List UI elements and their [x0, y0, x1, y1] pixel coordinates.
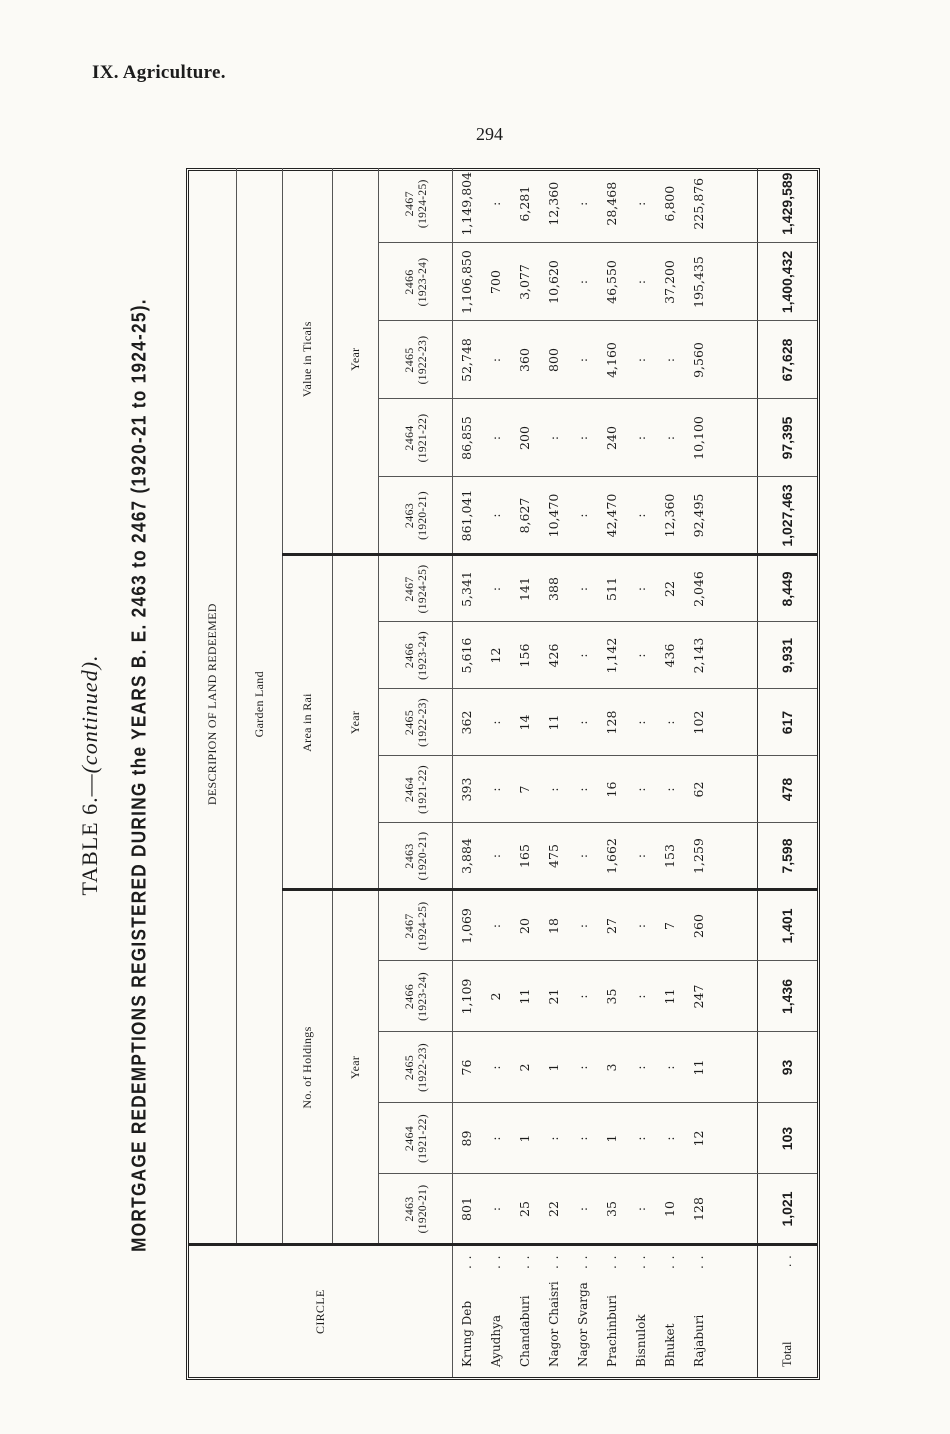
- area-cell: 388: [539, 555, 568, 622]
- holdings-cell: :: [568, 1174, 597, 1245]
- holdings-cell: 801: [452, 1174, 481, 1245]
- holdings-cell: 1,436: [757, 961, 817, 1032]
- value-cell: 6,281: [510, 168, 539, 243]
- area-cell: 62: [684, 756, 713, 823]
- value-cell: 97,395: [757, 399, 817, 477]
- area-cell: 11: [539, 689, 568, 756]
- holdings-cell: 12: [684, 1103, 713, 1174]
- year-header: 2464 (1921-22): [378, 756, 452, 823]
- circle-name: Total: [779, 1341, 794, 1367]
- table-title: [60, 175, 200, 1375]
- holdings-cell: 128: [684, 1174, 713, 1245]
- table-row: [539, 168, 568, 1377]
- leader-dots: . .: [488, 1254, 503, 1269]
- area-cell: 153: [655, 823, 684, 890]
- spacer-cell: [713, 622, 757, 689]
- holdings-cell: 3: [597, 1032, 626, 1103]
- area-cell: 2,143: [684, 622, 713, 689]
- area-cell: 156: [510, 622, 539, 689]
- area-cell: 141: [510, 555, 539, 622]
- value-cell: 195,435: [684, 243, 713, 321]
- area-cell: :: [626, 689, 655, 756]
- holdings-cell: 1: [539, 1032, 568, 1103]
- holdings-cell: 76: [452, 1032, 481, 1103]
- spacer-cell: [713, 756, 757, 823]
- circle-cell: [684, 1245, 713, 1377]
- holdings-cell: :: [655, 1032, 684, 1103]
- area-cell: :: [481, 756, 510, 823]
- value-cell: :: [481, 168, 510, 243]
- holdings-cell: 2: [481, 961, 510, 1032]
- value-cell: :: [568, 477, 597, 555]
- holdings-cell: :: [539, 1103, 568, 1174]
- section-heading: IX. Agriculture.: [92, 62, 226, 83]
- value-cell: 28,468: [597, 168, 626, 243]
- table-number: [77, 654, 103, 895]
- table-caption: MORTGAGE REDEMPTIONS REGISTERED DURING the YEARS B. E. 2463 to 2467 (1920-21 to 1924-25).: [128, 298, 151, 1252]
- year-header: 2465 (1922-23): [378, 689, 452, 756]
- circle-name: Nagor Svarga: [575, 1282, 590, 1367]
- value-cell: :: [481, 321, 510, 399]
- value-cell: :: [655, 321, 684, 399]
- holdings-cell: 27: [597, 890, 626, 961]
- spacer-cell: [713, 1174, 757, 1245]
- holdings-cell: :: [626, 1032, 655, 1103]
- area-cell: :: [481, 555, 510, 622]
- holdings-cell: :: [626, 961, 655, 1032]
- value-cell: 37,200: [655, 243, 684, 321]
- leader-dots: . .: [517, 1254, 532, 1269]
- leader-dots: . .: [459, 1254, 474, 1269]
- spacer-cell: [713, 890, 757, 961]
- holdings-cell: 89: [452, 1103, 481, 1174]
- area-cell: 511: [597, 555, 626, 622]
- area-cell: :: [655, 756, 684, 823]
- value-cell: 800: [539, 321, 568, 399]
- value-cell: :: [626, 243, 655, 321]
- holdings-cell: 7: [655, 890, 684, 961]
- holdings-cell: :: [626, 890, 655, 961]
- year-header: 2466 (1923-24): [378, 622, 452, 689]
- value-year-label: Year: [332, 168, 378, 555]
- holdings-cell: :: [481, 1103, 510, 1174]
- value-cell: 1,400,432: [757, 243, 817, 321]
- year-header: 2466 (1923-24): [378, 961, 452, 1032]
- value-cell: :: [568, 168, 597, 243]
- area-cell: :: [539, 756, 568, 823]
- spacer-cell: [713, 399, 757, 477]
- area-cell: :: [626, 823, 655, 890]
- area-cell: :: [481, 689, 510, 756]
- value-cell: :: [481, 399, 510, 477]
- circle-cell: [481, 1245, 510, 1377]
- year-header: 2466 (1923-24): [378, 243, 452, 321]
- circle-name: Rajaburi: [691, 1314, 706, 1367]
- value-cell: :: [568, 243, 597, 321]
- holdings-cell: 1,401: [757, 890, 817, 961]
- year-header: 2463 (1920-21): [378, 477, 452, 555]
- area-cell: 165: [510, 823, 539, 890]
- holdings-cell: 11: [684, 1032, 713, 1103]
- value-cell: 10,620: [539, 243, 568, 321]
- spacer-row: [713, 168, 757, 1377]
- area-cell: 475: [539, 823, 568, 890]
- year-header: 2463 (1920-21): [378, 1174, 452, 1245]
- table-row: [452, 168, 481, 1377]
- value-cell: 67,628: [757, 321, 817, 399]
- value-cell: :: [481, 477, 510, 555]
- area-cell: 617: [757, 689, 817, 756]
- value-cell: :: [655, 399, 684, 477]
- holdings-cell: 11: [655, 961, 684, 1032]
- area-year-label: Year: [332, 555, 378, 890]
- area-cell: 1,259: [684, 823, 713, 890]
- holdings-cell: 35: [597, 961, 626, 1032]
- area-cell: 1,662: [597, 823, 626, 890]
- continued-note: (continued).: [77, 654, 102, 774]
- area-cell: :: [655, 689, 684, 756]
- year-header: 2463 (1920-21): [378, 823, 452, 890]
- circle-cell: [626, 1245, 655, 1377]
- value-cell: 52,748: [452, 321, 481, 399]
- holdings-cell: :: [626, 1103, 655, 1174]
- value-cell: :: [568, 399, 597, 477]
- area-cell: 7,598: [757, 823, 817, 890]
- value-cell: 10,470: [539, 477, 568, 555]
- area-cell: :: [626, 555, 655, 622]
- spacer-cell: [713, 477, 757, 555]
- holdings-cell: 25: [510, 1174, 539, 1245]
- area-cell: 2,046: [684, 555, 713, 622]
- spacer-cell: [713, 1103, 757, 1174]
- rotated-table: [186, 168, 820, 1380]
- holdings-cell: :: [655, 1103, 684, 1174]
- value-cell: 4,160: [597, 321, 626, 399]
- circle-cell: [655, 1245, 684, 1377]
- year-header: 2467 (1924-25): [378, 168, 452, 243]
- value-cell: 42,470: [597, 477, 626, 555]
- area-cell: :: [568, 823, 597, 890]
- year-header: 2465 (1922-23): [378, 1032, 452, 1103]
- spacer-cell: [713, 823, 757, 890]
- area-cell: :: [568, 756, 597, 823]
- holdings-cell: :: [568, 961, 597, 1032]
- area-cell: 436: [655, 622, 684, 689]
- holdings-cell: 247: [684, 961, 713, 1032]
- leader-dots: . .: [546, 1254, 561, 1269]
- table-row: [684, 168, 713, 1377]
- leader-dots: . .: [633, 1254, 648, 1269]
- area-cell: 5,616: [452, 622, 481, 689]
- mortgage-redemptions-table: [189, 168, 817, 1377]
- circle-name: Bhuket: [662, 1323, 677, 1367]
- holdings-cell: :: [481, 1032, 510, 1103]
- area-cell: 16: [597, 756, 626, 823]
- holdings-cell: 11: [510, 961, 539, 1032]
- holdings-cell: 1: [597, 1103, 626, 1174]
- area-cell: :: [568, 555, 597, 622]
- circle-name: Nagor Chaisri: [546, 1281, 561, 1367]
- year-header: 2465 (1922-23): [378, 321, 452, 399]
- holdings-cell: 2: [510, 1032, 539, 1103]
- holdings-cell: 103: [757, 1103, 817, 1174]
- holdings-cell: 21: [539, 961, 568, 1032]
- spacer-cell: [713, 689, 757, 756]
- value-cell: :: [626, 477, 655, 555]
- area-cell: 426: [539, 622, 568, 689]
- area-cell: 362: [452, 689, 481, 756]
- holdings-cell: :: [568, 890, 597, 961]
- holdings-cell: :: [568, 1032, 597, 1103]
- circle-cell: [452, 1245, 481, 1377]
- leader-dots: . .: [604, 1254, 619, 1269]
- value-cell: 6,800: [655, 168, 684, 243]
- spacer-cell: [713, 168, 757, 243]
- circle-cell: [539, 1245, 568, 1377]
- area-cell: 22: [655, 555, 684, 622]
- value-cell: 8,627: [510, 477, 539, 555]
- spacer-cell: [713, 961, 757, 1032]
- value-cell: 240: [597, 399, 626, 477]
- circle-cell: [597, 1245, 626, 1377]
- area-cell: 5,341: [452, 555, 481, 622]
- area-cell: 9,931: [757, 622, 817, 689]
- value-cell: :: [568, 321, 597, 399]
- value-cell: 12,360: [655, 477, 684, 555]
- holdings-cell: 10: [655, 1174, 684, 1245]
- holdings-cell: 1,109: [452, 961, 481, 1032]
- value-cell: 3,077: [510, 243, 539, 321]
- table-row: [568, 168, 597, 1377]
- holdings-cell: 260: [684, 890, 713, 961]
- circle-cell: [510, 1245, 539, 1377]
- value-cell: 9,560: [684, 321, 713, 399]
- value-cell: 1,027,463: [757, 477, 817, 555]
- value-cell: 1,429,589: [757, 168, 817, 243]
- table-row: [510, 168, 539, 1377]
- circle-name: Ayudhya: [488, 1314, 503, 1367]
- table-row: [655, 168, 684, 1377]
- value-cell: 200: [510, 399, 539, 477]
- total-row: [757, 168, 817, 1377]
- leader-dots: . .: [691, 1254, 706, 1269]
- holdings-header: No. of Holdings: [282, 890, 332, 1245]
- spacer-cell: [713, 1032, 757, 1103]
- circle-cell: [757, 1245, 817, 1377]
- area-cell: :: [568, 689, 597, 756]
- description-header: DESCRIPION OF LAND REDEEMED: [189, 168, 236, 1245]
- value-cell: 225,876: [684, 168, 713, 243]
- value-cell: :: [626, 399, 655, 477]
- value-cell: 1,149,804: [452, 168, 481, 243]
- area-cell: 8,449: [757, 555, 817, 622]
- year-header: 2464 (1921-22): [378, 1103, 452, 1174]
- year-header: 2464 (1921-22): [378, 399, 452, 477]
- circle-name: Bisnulok: [633, 1314, 648, 1367]
- holdings-year-label: Year: [332, 890, 378, 1245]
- holdings-cell: 1: [510, 1103, 539, 1174]
- spacer-cell: [713, 321, 757, 399]
- area-cell: 478: [757, 756, 817, 823]
- value-cell: :: [539, 399, 568, 477]
- year-header: 2467 (1924-25): [378, 890, 452, 961]
- year-header: 2467 (1924-25): [378, 555, 452, 622]
- leader-dots: . .: [575, 1254, 590, 1269]
- value-cell: :: [626, 321, 655, 399]
- holdings-cell: 18: [539, 890, 568, 961]
- holdings-cell: 93: [757, 1032, 817, 1103]
- spacer-cell: [713, 1245, 757, 1377]
- table-row: [626, 168, 655, 1377]
- value-cell: 46,550: [597, 243, 626, 321]
- area-cell: 128: [597, 689, 626, 756]
- area-header: Area in Rai: [282, 555, 332, 890]
- holdings-cell: :: [481, 1174, 510, 1245]
- value-cell: 861,041: [452, 477, 481, 555]
- leader-dots: . .: [662, 1254, 677, 1269]
- holdings-cell: 22: [539, 1174, 568, 1245]
- holdings-cell: :: [626, 1174, 655, 1245]
- circle-name: Krung Deb: [459, 1300, 474, 1367]
- holdings-cell: 1,069: [452, 890, 481, 961]
- circle-name: Prachinburi: [604, 1295, 619, 1367]
- area-cell: 102: [684, 689, 713, 756]
- area-cell: :: [626, 622, 655, 689]
- spacer-cell: [713, 555, 757, 622]
- circle-cell: [568, 1245, 597, 1377]
- area-cell: :: [626, 756, 655, 823]
- holdings-cell: :: [481, 890, 510, 961]
- circle-name: Chandaburi: [517, 1295, 532, 1367]
- value-cell: 12,360: [539, 168, 568, 243]
- table-frame: [186, 168, 820, 1380]
- page-number: 294: [476, 124, 503, 144]
- area-cell: :: [568, 622, 597, 689]
- area-cell: 1,142: [597, 622, 626, 689]
- table-row: [597, 168, 626, 1377]
- value-cell: 1,106,850: [452, 243, 481, 321]
- area-cell: 7: [510, 756, 539, 823]
- value-cell: 10,100: [684, 399, 713, 477]
- area-cell: :: [481, 823, 510, 890]
- value-header: Value in Ticals: [282, 168, 332, 555]
- area-cell: 3,884: [452, 823, 481, 890]
- value-cell: 92,495: [684, 477, 713, 555]
- area-cell: 12: [481, 622, 510, 689]
- holdings-cell: 20: [510, 890, 539, 961]
- value-cell: 86,855: [452, 399, 481, 477]
- value-cell: 360: [510, 321, 539, 399]
- circle-header: CIRCLE: [189, 1245, 452, 1377]
- holdings-cell: :: [568, 1103, 597, 1174]
- garden-land-header: Garden Land: [236, 168, 282, 1245]
- spacer-cell: [713, 243, 757, 321]
- table-number-text: TABLE 6.—: [77, 773, 102, 896]
- holdings-cell: 35: [597, 1174, 626, 1245]
- leader-dots: . .: [779, 1254, 794, 1267]
- holdings-cell: 1,021: [757, 1174, 817, 1245]
- area-cell: 14: [510, 689, 539, 756]
- table-row: [481, 168, 510, 1377]
- value-cell: :: [626, 168, 655, 243]
- area-cell: 393: [452, 756, 481, 823]
- value-cell: 700: [481, 243, 510, 321]
